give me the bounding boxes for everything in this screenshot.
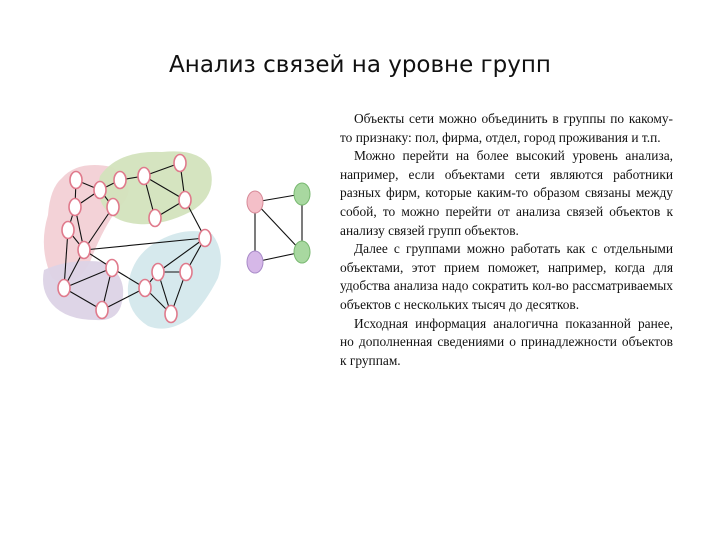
- group-node-pink: [247, 191, 263, 213]
- network-node: [114, 172, 126, 189]
- network-node: [179, 192, 191, 209]
- group-node-green: [294, 183, 310, 205]
- network-node: [69, 199, 81, 216]
- network-node: [78, 242, 90, 259]
- network-node: [107, 199, 119, 216]
- group-node-purple: [247, 251, 263, 273]
- paragraph: Исходная информация аналогична показанной ранее, но дополненная сведениями о принадлежности объектов к группам.: [340, 315, 673, 368]
- body-text: [340, 110, 673, 370]
- network-node: [165, 306, 177, 323]
- slide-title: Анализ связей на уровне групп: [169, 52, 551, 78]
- paragraph: Объекты сети можно объединить в группы по какому-то признаку: пол, фирма, отдел, город проживания и т.п.: [340, 111, 673, 145]
- network-node: [149, 210, 161, 227]
- network-node: [174, 155, 186, 172]
- network-node: [62, 222, 74, 239]
- network-node: [138, 168, 150, 185]
- network-node: [106, 260, 118, 277]
- network-node: [70, 172, 82, 189]
- network-node: [58, 280, 70, 297]
- network-node: [199, 230, 211, 247]
- paragraph: Можно перейти на более высокий уровень анализа, например, если объектами сети являются работники разных фирм, которые каким-то образом связаны между собой, то можно перейти от анализа связей объектов к анализу связей групп объектов.: [340, 148, 673, 238]
- network-diagram: [30, 140, 330, 340]
- group-node-green-2: [294, 241, 310, 263]
- network-node: [139, 280, 151, 297]
- network-node: [152, 264, 164, 281]
- network-node: [94, 182, 106, 199]
- network-node: [96, 302, 108, 319]
- paragraph: Далее с группами можно работать как с отдельными объектами, этот прием поможет, например, когда для удобства анализа надо сократить кол-во рассматриваемых объектов с нескольких тысяч до десятков.: [340, 241, 673, 312]
- network-node: [180, 264, 192, 281]
